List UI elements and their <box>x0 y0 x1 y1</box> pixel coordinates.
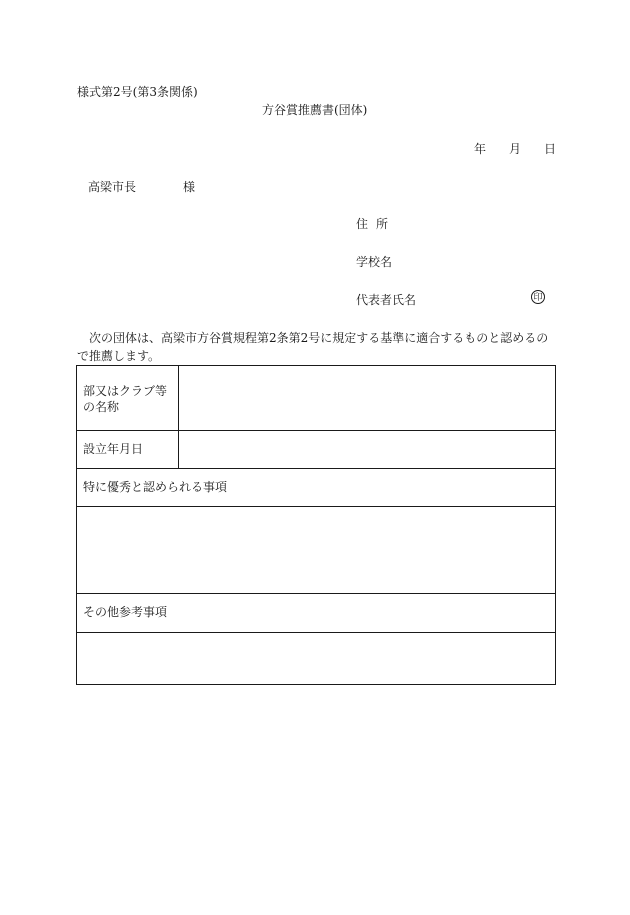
table-row-divider <box>77 593 555 594</box>
achievements-label: 特に優秀と認められる事項 <box>83 480 228 494</box>
addressee-suffix: 様 <box>183 180 196 194</box>
seal-mark: 印 <box>531 290 545 304</box>
achievements-field[interactable] <box>77 507 556 593</box>
table-row-divider <box>77 468 555 469</box>
club-name-label-line1: 部又はクラブ等 <box>83 384 168 398</box>
intro-text: 次の団体は、高梁市方谷賞規程第2条第2号に規定する基準に適合するものと認めるので推薦します。 <box>77 331 549 363</box>
form-table <box>76 365 556 685</box>
document-title: 方谷賞推薦書(団体) <box>262 103 368 117</box>
school-name-label: 学校名 <box>356 255 393 269</box>
established-date-field[interactable] <box>179 431 556 468</box>
form-number: 様式第2号(第3条関係) <box>77 85 198 99</box>
other-notes-field[interactable] <box>77 633 556 685</box>
date-month-label: 月 <box>509 142 522 156</box>
established-date-label: 設立年月日 <box>83 442 144 456</box>
date-day-label: 日 <box>544 142 557 156</box>
address-label: 住所 <box>356 217 397 231</box>
club-name-label-line2: の名称 <box>83 400 120 414</box>
addressee-name: 高梁市長 <box>88 180 137 194</box>
other-notes-label: その他参考事項 <box>83 605 168 619</box>
representative-name-label: 代表者氏名 <box>356 293 417 307</box>
club-name-field[interactable] <box>179 366 556 430</box>
date-year-label: 年 <box>474 142 487 156</box>
